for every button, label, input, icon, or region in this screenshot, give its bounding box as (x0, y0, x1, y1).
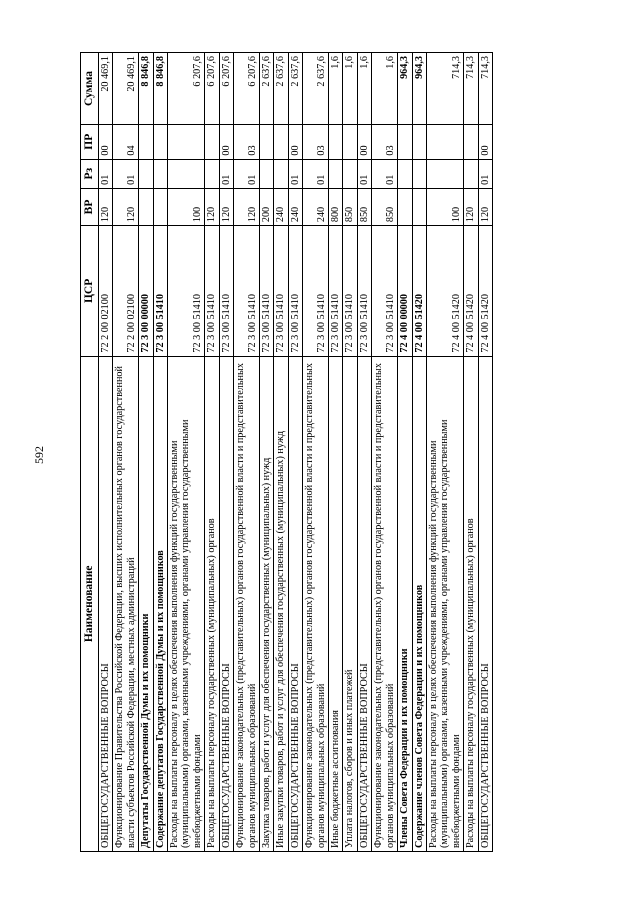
cell-csr: 72 3 00 51410 (259, 226, 273, 357)
cell-vr: 100 (427, 188, 464, 225)
table-row (139, 53, 153, 852)
cell-rz (167, 159, 204, 188)
cell-sum: 6 207,6 (219, 53, 233, 125)
cell-rz: 01 (288, 159, 302, 188)
cell-pr (343, 124, 357, 159)
cell-vr: 850 (357, 188, 371, 225)
cell-csr: 72 4 00 00000 (398, 226, 412, 357)
cell-name: Закупка товаров, работ и услуг для обеспечения государственных (муниципальных) нужд (259, 356, 273, 851)
cell-pr: 03 (372, 124, 398, 159)
cell-pr (139, 124, 153, 159)
cell-name: Функционирование законодательных (представительных) органов государственной власти и представительных органов муниципальных образований (372, 356, 398, 851)
cell-name: Депутаты Государственной Думы и их помощники (139, 356, 153, 851)
cell-rz (427, 159, 464, 188)
cell-vr: 120 (478, 188, 492, 225)
header-sum: Сумма (81, 53, 99, 125)
cell-sum: 714,3 (478, 53, 492, 125)
header-pr: ПР (81, 124, 99, 159)
cell-vr: 100 (167, 188, 204, 225)
table-row (205, 53, 219, 852)
header-rz: Рз (81, 159, 99, 188)
cell-pr: 03 (303, 124, 329, 159)
cell-pr: 00 (219, 124, 233, 159)
table-row (153, 53, 167, 852)
cell-name: ОБЩЕГОСУДАРСТВЕННЫЕ ВОПРОСЫ (219, 356, 233, 851)
cell-name: Иные закупки товаров, работ и услуг для обеспечения государственных (муниципальных) нужд (274, 356, 288, 851)
cell-csr: 72 4 00 51420 (478, 226, 492, 357)
cell-pr: 00 (98, 124, 112, 159)
table-row (167, 53, 204, 852)
table-row (464, 53, 478, 852)
cell-sum: 2 637,6 (274, 53, 288, 125)
cell-csr: 72 3 00 51410 (274, 226, 288, 357)
cell-vr: 200 (259, 188, 273, 225)
cell-pr (205, 124, 219, 159)
table-row (412, 53, 426, 852)
cell-csr: 72 2 00 02100 (98, 226, 112, 357)
cell-vr: 120 (234, 188, 260, 225)
cell-name: Расходы на выплаты персоналу в целях обеспечения выполнения функций государственными (муниципальными) органами, казенными учреждениями, органами управления государственными внебюджетными фондами (427, 356, 464, 851)
cell-sum: 6 207,6 (167, 53, 204, 125)
cell-rz (139, 159, 153, 188)
cell-rz: 01 (113, 159, 139, 188)
cell-pr (398, 124, 412, 159)
cell-pr (329, 124, 343, 159)
budget-table (80, 52, 493, 852)
cell-pr: 04 (113, 124, 139, 159)
cell-pr (274, 124, 288, 159)
cell-name: Функционирование законодательных (представительных) органов государственной власти и представительных органов муниципальных образований (303, 356, 329, 851)
cell-csr: 72 2 00 02100 (113, 226, 139, 357)
cell-csr: 72 3 00 51410 (343, 226, 357, 357)
cell-sum: 964,3 (412, 53, 426, 125)
cell-vr (139, 188, 153, 225)
cell-csr: 72 3 00 51410 (357, 226, 371, 357)
cell-pr (259, 124, 273, 159)
cell-pr: 00 (478, 124, 492, 159)
cell-pr: 03 (234, 124, 260, 159)
cell-name: ОБЩЕГОСУДАРСТВЕННЫЕ ВОПРОСЫ (288, 356, 302, 851)
table-row (288, 53, 302, 852)
cell-name: Функционирование Правительства Российской Федерации, высших исполнительных органов государственной власти субъектов Российской Федерации, местных администраций (113, 356, 139, 851)
cell-sum: 964,3 (398, 53, 412, 125)
table-row (234, 53, 260, 852)
table-row (259, 53, 273, 852)
cell-csr: 72 3 00 51410 (329, 226, 343, 357)
table-row (343, 53, 357, 852)
cell-csr: 72 3 00 51410 (153, 226, 167, 357)
cell-sum: 1,6 (372, 53, 398, 125)
table-row (427, 53, 464, 852)
cell-rz: 01 (98, 159, 112, 188)
cell-csr: 72 3 00 51410 (219, 226, 233, 357)
cell-rz: 01 (303, 159, 329, 188)
cell-pr: 00 (288, 124, 302, 159)
cell-rz (329, 159, 343, 188)
cell-name: Расходы на выплаты персоналу государственных (муниципальных) органов (464, 356, 478, 851)
cell-rz (343, 159, 357, 188)
cell-vr: 120 (464, 188, 478, 225)
cell-sum: 8 846,8 (139, 53, 153, 125)
header-csr: ЦСР (81, 226, 99, 357)
cell-pr (153, 124, 167, 159)
table-body (98, 53, 492, 852)
table-row (98, 53, 112, 852)
header-name: Наименование (81, 356, 99, 851)
cell-sum: 1,6 (343, 53, 357, 125)
cell-vr: 240 (274, 188, 288, 225)
cell-pr (464, 124, 478, 159)
cell-sum: 6 207,6 (234, 53, 260, 125)
cell-vr (412, 188, 426, 225)
cell-pr: 00 (357, 124, 371, 159)
cell-name: ОБЩЕГОСУДАРСТВЕННЫЕ ВОПРОСЫ (478, 356, 492, 851)
cell-rz (274, 159, 288, 188)
cell-csr: 72 4 00 51420 (412, 226, 426, 357)
cell-vr: 120 (205, 188, 219, 225)
page-number: 592 (32, 446, 46, 464)
cell-sum: 2 637,6 (303, 53, 329, 125)
cell-vr (398, 188, 412, 225)
cell-rz (412, 159, 426, 188)
cell-vr: 120 (98, 188, 112, 225)
cell-sum: 1,6 (357, 53, 371, 125)
cell-vr: 240 (303, 188, 329, 225)
cell-name: Содержание депутатов Государственной Думы и их помощников (153, 356, 167, 851)
cell-vr: 800 (329, 188, 343, 225)
table-row (398, 53, 412, 852)
cell-pr (412, 124, 426, 159)
cell-rz: 01 (372, 159, 398, 188)
table-row (478, 53, 492, 852)
cell-name: Уплата налогов, сборов и иных платежей (343, 356, 357, 851)
cell-vr (153, 188, 167, 225)
cell-rz (259, 159, 273, 188)
cell-rz (205, 159, 219, 188)
table-row (113, 53, 139, 852)
cell-name: Расходы на выплаты персоналу в целях обеспечения выполнения функций государственными (муниципальными) органами, казенными учреждениями, органами управления государственными внебюджетными фондами (167, 356, 204, 851)
header-vr: ВР (81, 188, 99, 225)
cell-vr: 120 (113, 188, 139, 225)
budget-table-page (80, 52, 560, 852)
table-row (274, 53, 288, 852)
cell-name: Расходы на выплаты персоналу государственных (муниципальных) органов (205, 356, 219, 851)
cell-vr: 850 (343, 188, 357, 225)
cell-rz: 01 (357, 159, 371, 188)
cell-csr: 72 3 00 51410 (234, 226, 260, 357)
cell-csr: 72 4 00 51420 (427, 226, 464, 357)
cell-pr (167, 124, 204, 159)
cell-sum: 1,6 (329, 53, 343, 125)
cell-csr: 72 3 00 00000 (139, 226, 153, 357)
cell-sum: 714,3 (427, 53, 464, 125)
cell-vr: 240 (288, 188, 302, 225)
table-row (372, 53, 398, 852)
cell-csr: 72 4 00 51420 (464, 226, 478, 357)
cell-rz: 01 (234, 159, 260, 188)
cell-name: Иные бюджетные ассигнования (329, 356, 343, 851)
cell-csr: 72 3 00 51410 (303, 226, 329, 357)
cell-sum: 714,3 (464, 53, 478, 125)
cell-vr: 850 (372, 188, 398, 225)
cell-sum: 6 207,6 (205, 53, 219, 125)
cell-rz (153, 159, 167, 188)
cell-name: ОБЩЕГОСУДАРСТВЕННЫЕ ВОПРОСЫ (357, 356, 371, 851)
cell-sum: 20 469,1 (113, 53, 139, 125)
cell-rz: 01 (219, 159, 233, 188)
cell-vr: 120 (219, 188, 233, 225)
table-row (219, 53, 233, 852)
cell-sum: 20 469,1 (98, 53, 112, 125)
cell-name: Члены Совета Федерации и их помощники (398, 356, 412, 851)
cell-rz: 01 (478, 159, 492, 188)
cell-name: Содержание членов Совета Федерации и их помощников (412, 356, 426, 851)
cell-csr: 72 3 00 51410 (372, 226, 398, 357)
table-header-row (81, 53, 99, 852)
cell-pr (427, 124, 464, 159)
cell-name: ОБЩЕГОСУДАРСТВЕННЫЕ ВОПРОСЫ (98, 356, 112, 851)
cell-rz (464, 159, 478, 188)
cell-sum: 2 637,6 (288, 53, 302, 125)
cell-sum: 8 846,8 (153, 53, 167, 125)
cell-name: Функционирование законодательных (представительных) органов государственной власти и представительных органов муниципальных образований (234, 356, 260, 851)
cell-sum: 2 637,6 (259, 53, 273, 125)
table-row (303, 53, 329, 852)
table-row (329, 53, 343, 852)
cell-csr: 72 3 00 51410 (167, 226, 204, 357)
cell-rz (398, 159, 412, 188)
cell-csr: 72 3 00 51410 (288, 226, 302, 357)
cell-csr: 72 3 00 51410 (205, 226, 219, 357)
table-row (357, 53, 371, 852)
